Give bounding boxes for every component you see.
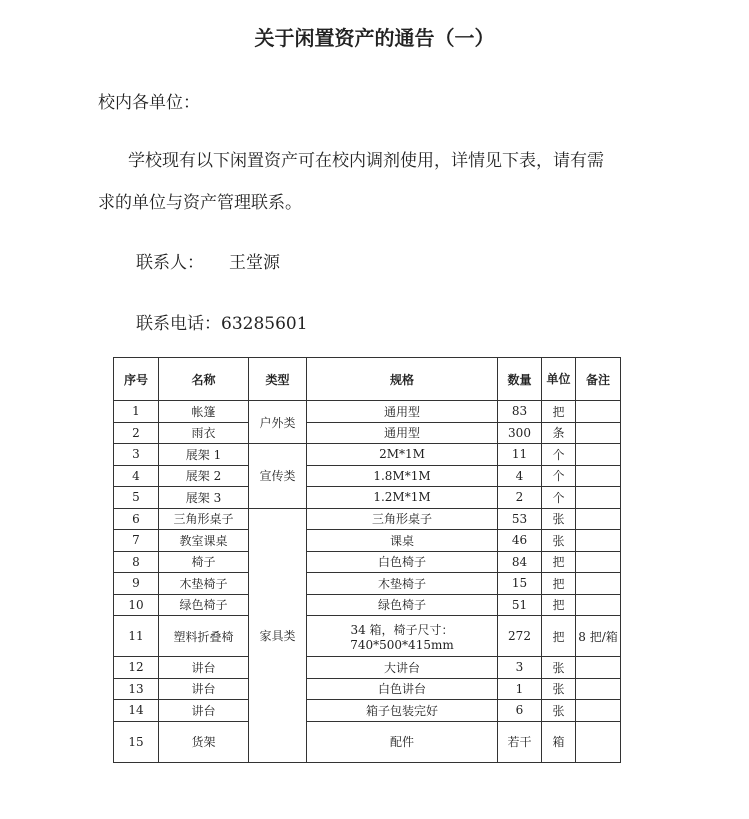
cell-name: 塑料折叠椅 xyxy=(159,616,249,657)
cell-note xyxy=(576,700,621,722)
contact-person-label: 联系人： xyxy=(136,253,204,273)
cell-qty: 84 xyxy=(498,551,542,573)
cell-no: 2 xyxy=(114,422,159,444)
cell-no: 12 xyxy=(114,657,159,679)
cell-spec: 课桌 xyxy=(307,530,498,552)
cell-name: 木垫椅子 xyxy=(159,573,249,595)
cell-no: 8 xyxy=(114,551,159,573)
table-row xyxy=(114,487,621,509)
cell-qty: 83 xyxy=(498,401,542,423)
body-line-2: 求的单位与资产管理联系。 xyxy=(98,193,302,213)
body-line-1: 学校现有以下闲置资产可在校内调剂使用，详情见下表，请有需 xyxy=(128,151,604,171)
header-qty: 数量 xyxy=(498,358,542,401)
cell-spec: 通用型 xyxy=(307,401,498,423)
cell-name: 展架 3 xyxy=(159,487,249,509)
cell-qty: 46 xyxy=(498,530,542,552)
table-row xyxy=(114,657,621,679)
cell-spec: 大讲台 xyxy=(307,657,498,679)
cell-spec: 箱子包装完好 xyxy=(307,700,498,722)
cell-qty: 272 xyxy=(498,616,542,657)
cell-spec: 34 箱，椅子尺寸：740*500*415mm xyxy=(307,616,498,657)
cell-name: 绿色椅子 xyxy=(159,594,249,616)
contact-person: 王堂源 xyxy=(229,253,280,273)
cell-spec: 1.2M*1M xyxy=(307,487,498,509)
cell-no: 4 xyxy=(114,465,159,487)
cell-qty: 4 xyxy=(498,465,542,487)
cell-name: 帐篷 xyxy=(159,401,249,423)
cell-spec: 白色讲台 xyxy=(307,678,498,700)
cell-unit: 个 xyxy=(542,465,576,487)
cell-note xyxy=(576,487,621,509)
header-type: 类型 xyxy=(249,358,307,401)
cell-type: 宣传类 xyxy=(249,444,307,509)
cell-unit: 条 xyxy=(542,422,576,444)
table-row xyxy=(114,616,621,657)
cell-qty: 11 xyxy=(498,444,542,466)
cell-note: 8 把/箱 xyxy=(576,616,621,657)
cell-spec: 2M*1M xyxy=(307,444,498,466)
header-name: 名称 xyxy=(159,358,249,401)
cell-note xyxy=(576,678,621,700)
table-row xyxy=(114,401,621,423)
table-row xyxy=(114,573,621,595)
cell-type: 户外类 xyxy=(249,401,307,444)
cell-unit: 张 xyxy=(542,657,576,679)
table-header-row xyxy=(114,358,621,401)
table-row xyxy=(114,508,621,530)
cell-unit: 个 xyxy=(542,444,576,466)
cell-name: 三角形桌子 xyxy=(159,508,249,530)
cell-no: 11 xyxy=(114,616,159,657)
cell-qty: 3 xyxy=(498,657,542,679)
assets-table xyxy=(113,357,621,763)
table-row xyxy=(114,444,621,466)
cell-note xyxy=(576,465,621,487)
document-title: 关于闲置资产的通告（一） xyxy=(254,26,495,50)
cell-qty: 300 xyxy=(498,422,542,444)
cell-no: 10 xyxy=(114,594,159,616)
cell-unit: 把 xyxy=(542,594,576,616)
header-note: 备注 xyxy=(576,358,621,401)
cell-name: 讲台 xyxy=(159,678,249,700)
table-row xyxy=(114,465,621,487)
cell-name: 教室课桌 xyxy=(159,530,249,552)
cell-note xyxy=(576,594,621,616)
cell-note xyxy=(576,721,621,762)
cell-no: 1 xyxy=(114,401,159,423)
cell-note xyxy=(576,573,621,595)
cell-name: 展架 2 xyxy=(159,465,249,487)
contact-phone: 联系电话：63285601 xyxy=(136,314,308,334)
table-row xyxy=(114,700,621,722)
cell-name: 展架 1 xyxy=(159,444,249,466)
cell-unit: 箱 xyxy=(542,721,576,762)
cell-qty: 51 xyxy=(498,594,542,616)
cell-qty: 15 xyxy=(498,573,542,595)
cell-spec: 木垫椅子 xyxy=(307,573,498,595)
cell-note xyxy=(576,422,621,444)
cell-qty: 53 xyxy=(498,508,542,530)
cell-note xyxy=(576,657,621,679)
cell-spec: 白色椅子 xyxy=(307,551,498,573)
salutation: 校内各单位： xyxy=(98,93,200,113)
cell-name: 雨衣 xyxy=(159,422,249,444)
cell-no: 13 xyxy=(114,678,159,700)
cell-no: 15 xyxy=(114,721,159,762)
cell-unit: 张 xyxy=(542,700,576,722)
cell-unit: 把 xyxy=(542,616,576,657)
table-row xyxy=(114,530,621,552)
cell-note xyxy=(576,401,621,423)
cell-name: 椅子 xyxy=(159,551,249,573)
cell-name: 讲台 xyxy=(159,657,249,679)
cell-note xyxy=(576,551,621,573)
cell-no: 14 xyxy=(114,700,159,722)
cell-qty: 6 xyxy=(498,700,542,722)
cell-type: 家具类 xyxy=(249,508,307,762)
cell-note xyxy=(576,530,621,552)
cell-unit: 张 xyxy=(542,530,576,552)
cell-no: 6 xyxy=(114,508,159,530)
cell-unit: 把 xyxy=(542,573,576,595)
table-row xyxy=(114,551,621,573)
cell-unit: 把 xyxy=(542,401,576,423)
cell-note xyxy=(576,444,621,466)
cell-note xyxy=(576,508,621,530)
table-row xyxy=(114,678,621,700)
cell-unit: 把 xyxy=(542,551,576,573)
cell-name: 货架 xyxy=(159,721,249,762)
header-unit: 单位 xyxy=(542,358,576,401)
cell-no: 9 xyxy=(114,573,159,595)
table-row xyxy=(114,594,621,616)
header-no: 序号 xyxy=(114,358,159,401)
cell-no: 3 xyxy=(114,444,159,466)
cell-no: 7 xyxy=(114,530,159,552)
table-row xyxy=(114,721,621,762)
cell-qty: 若干 xyxy=(498,721,542,762)
cell-unit: 张 xyxy=(542,678,576,700)
cell-spec: 三角形桌子 xyxy=(307,508,498,530)
cell-qty: 1 xyxy=(498,678,542,700)
cell-unit: 张 xyxy=(542,508,576,530)
table-row xyxy=(114,422,621,444)
cell-qty: 2 xyxy=(498,487,542,509)
cell-spec: 通用型 xyxy=(307,422,498,444)
cell-spec: 绿色椅子 xyxy=(307,594,498,616)
cell-no: 5 xyxy=(114,487,159,509)
cell-spec: 配件 xyxy=(307,721,498,762)
header-spec: 规格 xyxy=(307,358,498,401)
cell-spec: 1.8M*1M xyxy=(307,465,498,487)
cell-unit: 个 xyxy=(542,487,576,509)
cell-name: 讲台 xyxy=(159,700,249,722)
